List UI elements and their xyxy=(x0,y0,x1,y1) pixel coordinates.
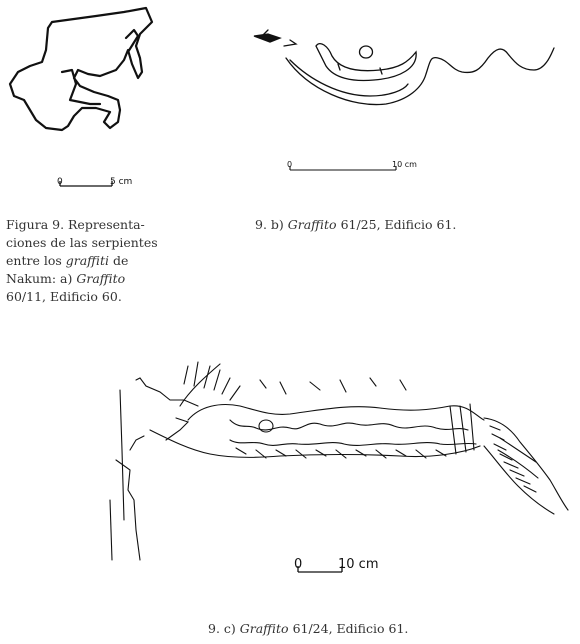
figure-c-drawing xyxy=(80,350,580,600)
scale-b-zero: 0 xyxy=(287,160,293,169)
scale-a-zero: 0 xyxy=(57,177,63,187)
figure-b-drawing xyxy=(240,0,580,190)
scale-b-value: 10 cm xyxy=(392,160,417,169)
serpent-head-outline xyxy=(10,8,152,130)
scale-bar-a xyxy=(57,177,132,187)
scale-c-zero: 0 xyxy=(294,557,303,572)
scale-c-value: 10 cm xyxy=(338,557,379,572)
scale-bar-b xyxy=(287,160,417,170)
caption-c: 9. c) Graffito 61/24, Edificio 61. xyxy=(208,621,409,636)
scale-a-value: 5 cm xyxy=(110,177,133,187)
main-caption xyxy=(6,216,176,306)
main-caption-line2: ciones de las serpientes xyxy=(6,235,158,250)
main-caption-line5: 60/11, Edificio 60. xyxy=(6,289,122,304)
serpent-body-lines xyxy=(254,30,554,105)
serpent-graffito-lines xyxy=(110,362,568,560)
scale-bar-c xyxy=(294,557,379,572)
main-caption-line3: entre los graffiti de xyxy=(6,253,129,268)
caption-b: 9. b) Graffito 61/25, Edificio 61. xyxy=(255,217,457,232)
figure-a-drawing xyxy=(0,0,180,200)
main-caption-line1: Figura 9. Representa- xyxy=(6,217,145,232)
main-caption-line4: Nakum: a) Graffito xyxy=(6,271,126,286)
